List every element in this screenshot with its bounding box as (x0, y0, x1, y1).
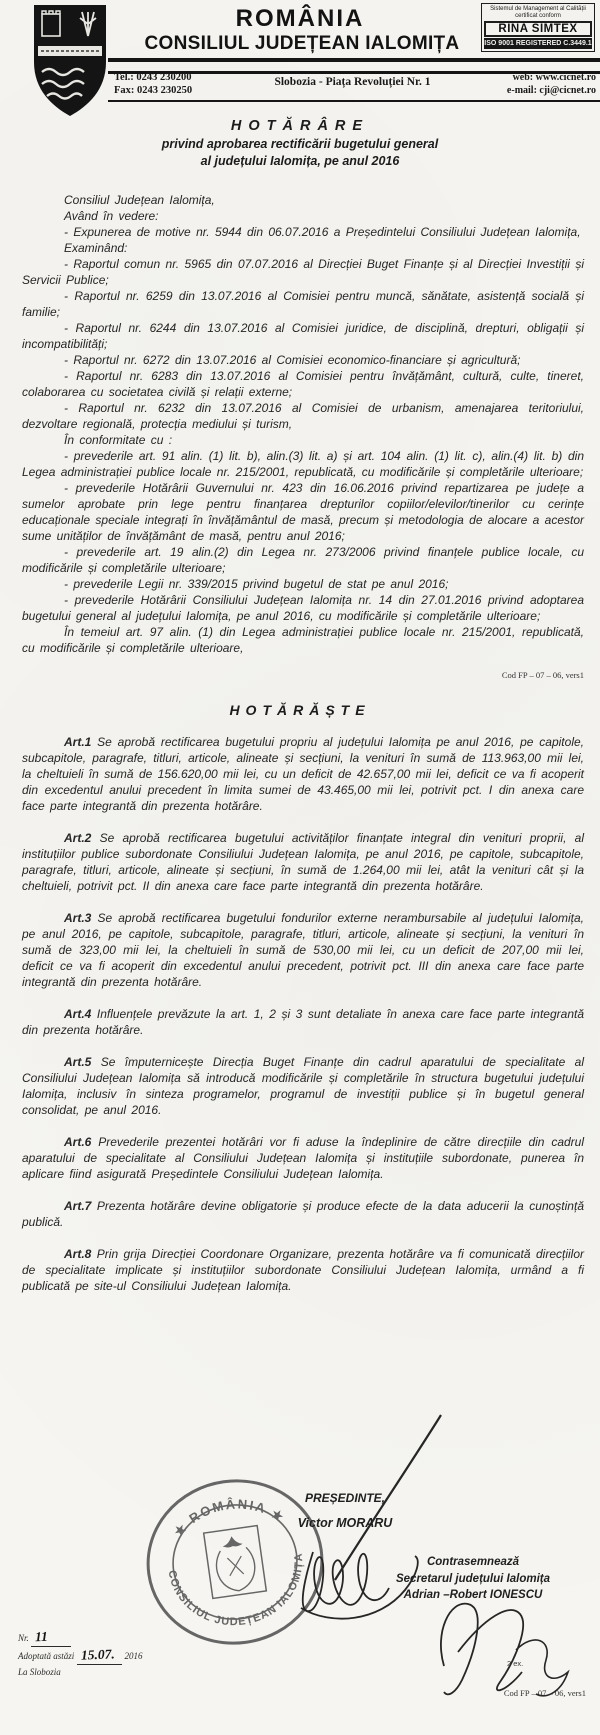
preamble-paragraph: - prevederile art. 19 alin.(2) din Legea nr. 273/2006 privind finanțele publice locale, cu modificările și completările ulterioare; (22, 545, 584, 575)
badge-caption-line1: Sistemul de Management al Calității (490, 6, 586, 12)
article-label: Art.8 (64, 1247, 92, 1261)
preamble-paragraph: Consiliul Județean Ialomița, (64, 193, 215, 207)
number-label: Nr. (18, 1633, 29, 1643)
adopted-label: Adoptată astăzi (18, 1651, 75, 1661)
article-paragraph (0, 830, 600, 894)
badge-caption-line2: certificat conform (515, 13, 561, 19)
preamble-paragraph: Având în vedere: (64, 209, 159, 223)
article-paragraph (0, 1198, 600, 1230)
stamp-ring-text: CONSILIUL JUDEȚEAN IALOMIȚA (165, 1552, 306, 1629)
preamble-paragraph: - Raportul nr. 6232 din 13.07.2016 al Comisiei de urbanism, amenajarea teritoriului, dezvoltare regională, protecția mediului și turism, (22, 401, 584, 431)
countersign-name: Adrian –Robert IONESCU (403, 1589, 543, 1601)
president-block (250, 1491, 440, 1530)
email: e-mail: cji@cicnet.ro (506, 85, 596, 96)
article-label: Art.6 (64, 1135, 92, 1149)
preamble-paragraph: - Raportul nr. 6272 din 13.07.2016 al Comisiei economico-financiare și agricultură; (64, 353, 521, 367)
document-subtitle-2: al județului Ialomița, pe anul 2016 (200, 154, 400, 168)
article-text: Prezenta hotărâre devine obligatorie și produce efecte de la data aducerii la cunoștință publică. (22, 1199, 584, 1229)
article-paragraph (0, 910, 600, 990)
country-title: ROMÂNIA (235, 5, 365, 32)
article-paragraph (0, 1006, 600, 1038)
preamble-paragraph: - prevederile Hotărârii Guvernului nr. 423 din 16.06.2016 privind repartizarea pe județe a sumelor aprobate prin lege pentru finanțarea drepturilor copiilor/elevilor/tinerilor cu cerințe educaționale speciale integrați în învățământul de masă, precum și metodologia de alocare a acestor sume unităților de învățământ de masă, pentru anul 2016; (22, 481, 584, 543)
article-label: Art.3 (64, 911, 92, 925)
articles (0, 734, 600, 1294)
article-label: Art.5 (64, 1055, 92, 1069)
telephone: Tel.: 0243 230200 (114, 72, 192, 83)
article-text: Influențele prevăzute la art. 1, 2 și 3 sunt detaliate în anexa care face parte integrantă din prezenta hotărâre. (22, 1007, 584, 1037)
contact-row (114, 71, 596, 97)
preamble-paragraph: - prevederile Hotărârii Consiliului Județean Ialomița nr. 14 din 27.01.2016 privind adoptarea bugetului general al județului Ialomița, pe anul 2016, cu modificările și completările ulterioare; (22, 593, 584, 623)
preamble-paragraph: În temeiul art. 97 alin. (1) din Legea administrației publice locale nr. 215/2001, republicată, cu modificările și completările ulterioare, (22, 625, 584, 655)
website: web: www.cicnet.ro (512, 72, 596, 83)
preamble-paragraph: - Raportul comun nr. 5965 din 07.07.2016 al Direcției Buget Finanțe și al Direcției Investiții și Servicii Publice; (22, 257, 584, 287)
form-code-top: Cod FP – 07 – 06, vers1 (501, 670, 584, 680)
address: Slobozia - Piața Revoluției Nr. 1 (274, 76, 431, 88)
decision-heading: HOTĂRĂȘTE (229, 702, 371, 718)
article-label: Art.2 (64, 831, 92, 845)
copies-note: 2 ex. (507, 1659, 524, 1668)
preamble-paragraph: Examinând: (64, 241, 128, 255)
preamble-paragraph: - Raportul nr. 6259 din 13.07.2016 al Comisiei pentru muncă, sănătate, asistență socială și familie; (22, 289, 584, 319)
preamble-paragraph: - Expunerea de motive nr. 5944 din 06.07.2016 a Președintelui Consiliului Județean Ialomița, (64, 225, 581, 239)
adopted-year: 2016 (124, 1651, 143, 1661)
article-label: Art.7 (64, 1199, 92, 1213)
form-code-bottom: Cod FP – 07 – 06, vers1 (503, 1688, 586, 1698)
article-text: Se aprobă rectificarea bugetului propriu al județului Ialomița pe anul 2016, pe capitole, subcapitole, paragrafe, titluri, articole, alineate și secțiuni, la venituri în sumă de 113.963,00 mii lei, la cheltuieli în sumă de 156.620,00 mii lei, cu un deficit de 42.657,00 mii lei, deficit ce va fi acoperit din excedentul anului precedent în limita sumei de 43.465,00 mii lei, potrivit pct. I din anexa care face parte integrantă din prezenta hotărâre. (22, 735, 584, 813)
badge-brand: RINA SIMTEX (484, 21, 592, 37)
preamble-paragraph: - prevederile art. 91 alin. (1) lit. b), alin.(3) lit. a) și art. 104 alin. (1) lit. c), alin.(4) lit. b) din Legea administrației publice locale nr. 215/2001, republicată, cu modificările și completările ulterioare; (22, 449, 584, 479)
article-label: Art.1 (64, 735, 92, 749)
article-paragraph (0, 734, 600, 814)
certification-badge (481, 3, 595, 52)
adopted-row (18, 1647, 143, 1665)
institution-title: CONSILIUL JUDEȚEAN IALOMIȚA (144, 33, 460, 54)
number-row (18, 1629, 143, 1647)
telephone-block (114, 71, 259, 97)
preamble-paragraph: În conformitate cu : (64, 433, 173, 447)
document-title: HOTĂRÂRE (230, 118, 370, 134)
document-subtitle-1: privind aprobarea rectificării bugetului general (161, 137, 439, 151)
article-label: Art.4 (64, 1007, 92, 1021)
article-text: Se aprobă rectificarea bugetului activităților finanțate integral din venituri proprii, al instituțiilor publice subordonate Consiliului Județean Ialomița, pe anul 2016, pe capitole, subcapitole, paragrafe, titluri, articole, alineate și secțiuni, în sumă de 1.264,00 mii lei, atât la venituri cât și la cheltuieli, potrivit pct. II din anexa care face parte integrantă din prezenta hotărâre. (22, 831, 584, 893)
preamble-paragraph: - prevederile Legii nr. 339/2015 privind bugetul de stat pe anul 2016; (64, 577, 449, 591)
preamble (0, 192, 600, 656)
web-email-block (446, 71, 596, 97)
article-text: Se aprobă rectificarea bugetului fondurilor externe nerambursabile al județului Ialomița, pe anul 2016, pe capitole, subcapitole, paragrafe, titluri, articole, alineate și secțiuni, la venituri în sumă de 323,00 mii lei, la cheltuieli în sumă de 530,00 mii lei, cu un deficit de 207,00 mii lei, deficit ce va fi acoperit din excedentul anului precedent, potrivit pct. III din anexa care face parte integrantă din prezenta hotărâre. (22, 911, 584, 989)
preamble-paragraph: - Raportul nr. 6244 din 13.07.2016 al Comisiei juridice, de disciplină, drepturi, obligații și incompatibilități; (22, 321, 584, 351)
article-paragraph (0, 1134, 600, 1182)
president-name: Victor MORARU (297, 1516, 393, 1530)
header-single-rule (108, 100, 600, 102)
document-body (0, 118, 600, 1294)
article-text: Se împuternicește Direcția Buget Finanțe din cadrul aparatului de specialitate al Consiliului Județean Ialomița să introducă modificările și completările în structura bugetului județului Ialomița, inclusiv în sinteza programelor, programul de investiții publice și în bugetul general consolidat, pe anul 2016. (22, 1055, 584, 1117)
preamble-paragraph: - Raportul nr. 6283 din 13.07.2016 al Comisiei pentru învățământ, cultură, culte, tineret, colaborarea cu societatea civilă și relații externe; (22, 369, 584, 399)
coat-of-arms-icon (30, 2, 110, 120)
article-paragraph (0, 1054, 600, 1118)
number-value-handwritten: 11 (34, 1628, 49, 1645)
adoption-block (18, 1629, 143, 1680)
countersign-role: Secretarul județului Ialomița (395, 1572, 550, 1585)
fax: Fax: 0243 230250 (114, 85, 193, 96)
president-title: PREȘEDINTE, (304, 1491, 385, 1505)
stamp-top-text: ★ ROMÂNIA ★ (170, 1496, 289, 1540)
countersign-label: Contrasemnează (426, 1556, 520, 1568)
badge-iso-label: ISO 9001 REGISTERED C.3449.1 (484, 40, 592, 47)
place-row: La Slobozia (18, 1667, 61, 1677)
article-paragraph (0, 1246, 600, 1294)
article-text: Prevederile prezentei hotărâri vor fi aduse la îndeplinire de către direcțiile din cadrul aparatului de specialitate al Consiliului Județean Ialomița și instituțiile subordonate, punerea în aplicare fiind asigurată Președintele Consiliului Județean Ialomița. (22, 1135, 584, 1181)
adopted-date-handwritten: 15.07. (80, 1646, 115, 1663)
article-text: Prin grija Direcției Coordonare Organizare, prezenta hotărâre va fi comunicată direcțiilor de specialitate implicate și instituțiilor subordonate Consiliului Județean Ialomița, urmând a fi publicată pe site-ul Consiliului Județean Ialomița. (22, 1247, 584, 1293)
